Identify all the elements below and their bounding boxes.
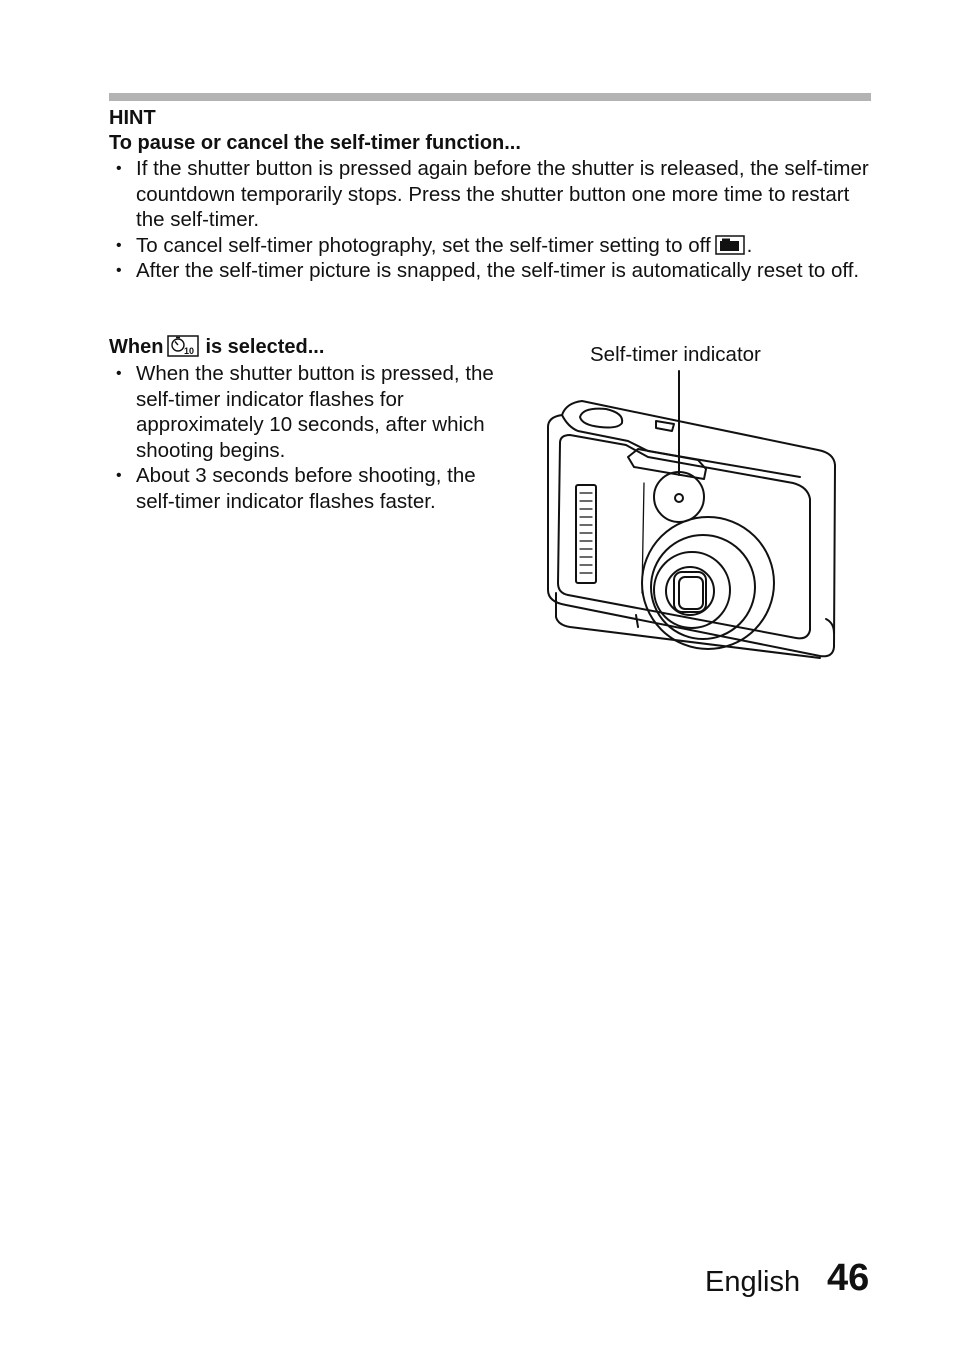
when-heading-suffix: is selected... — [205, 336, 325, 358]
self-timer-indicator — [654, 472, 704, 522]
bullet-icon: • — [116, 160, 122, 177]
when-item — [109, 361, 509, 463]
hint-item-text: To cancel self-timer photography, set the self-timer setting to off — [136, 233, 711, 257]
self-timer-10s-icon — [167, 335, 199, 357]
bullet-icon: • — [116, 262, 122, 280]
hint-item — [109, 258, 879, 284]
hint-item — [109, 233, 879, 259]
bullet-icon: • — [116, 365, 122, 382]
hint-item-text: After the self-timer picture is snapped, the self-timer is automatically reset to off. — [136, 259, 860, 283]
hint-item — [109, 156, 879, 233]
section-rule — [109, 93, 871, 101]
hint-item-suffix: . — [746, 233, 753, 257]
self-timer-off-icon — [715, 235, 745, 255]
hint-heading: To pause or cancel the self-timer function... — [109, 132, 521, 154]
when-item — [109, 463, 509, 514]
page-number: 46 — [827, 1257, 870, 1299]
when-heading — [109, 335, 324, 359]
hint-item-text: If the shutter button is pressed again before the shutter is released, the self-timer countdown temporarily stops. Press the shutter button one more time to restart the self-timer. — [136, 157, 869, 232]
camera-illustration — [538, 365, 843, 665]
hint-label: HINT — [109, 107, 156, 129]
footer-language: English — [705, 1266, 801, 1298]
svg-text:10: 10 — [184, 346, 195, 356]
when-heading-prefix: When — [109, 336, 164, 358]
bullet-icon: • — [116, 467, 122, 485]
when-item-text: About 3 seconds before shooting, the self-timer indicator flashes faster. — [136, 464, 476, 513]
bullet-icon: • — [116, 236, 122, 254]
hint-list — [109, 156, 879, 284]
when-item-text: When the shutter button is pressed, the self-timer indicator flashes for approximately 10 seconds, after which shooting begins. — [136, 362, 494, 462]
when-list — [109, 361, 509, 515]
self-timer-indicator-callout: Self-timer indicator — [590, 343, 761, 366]
